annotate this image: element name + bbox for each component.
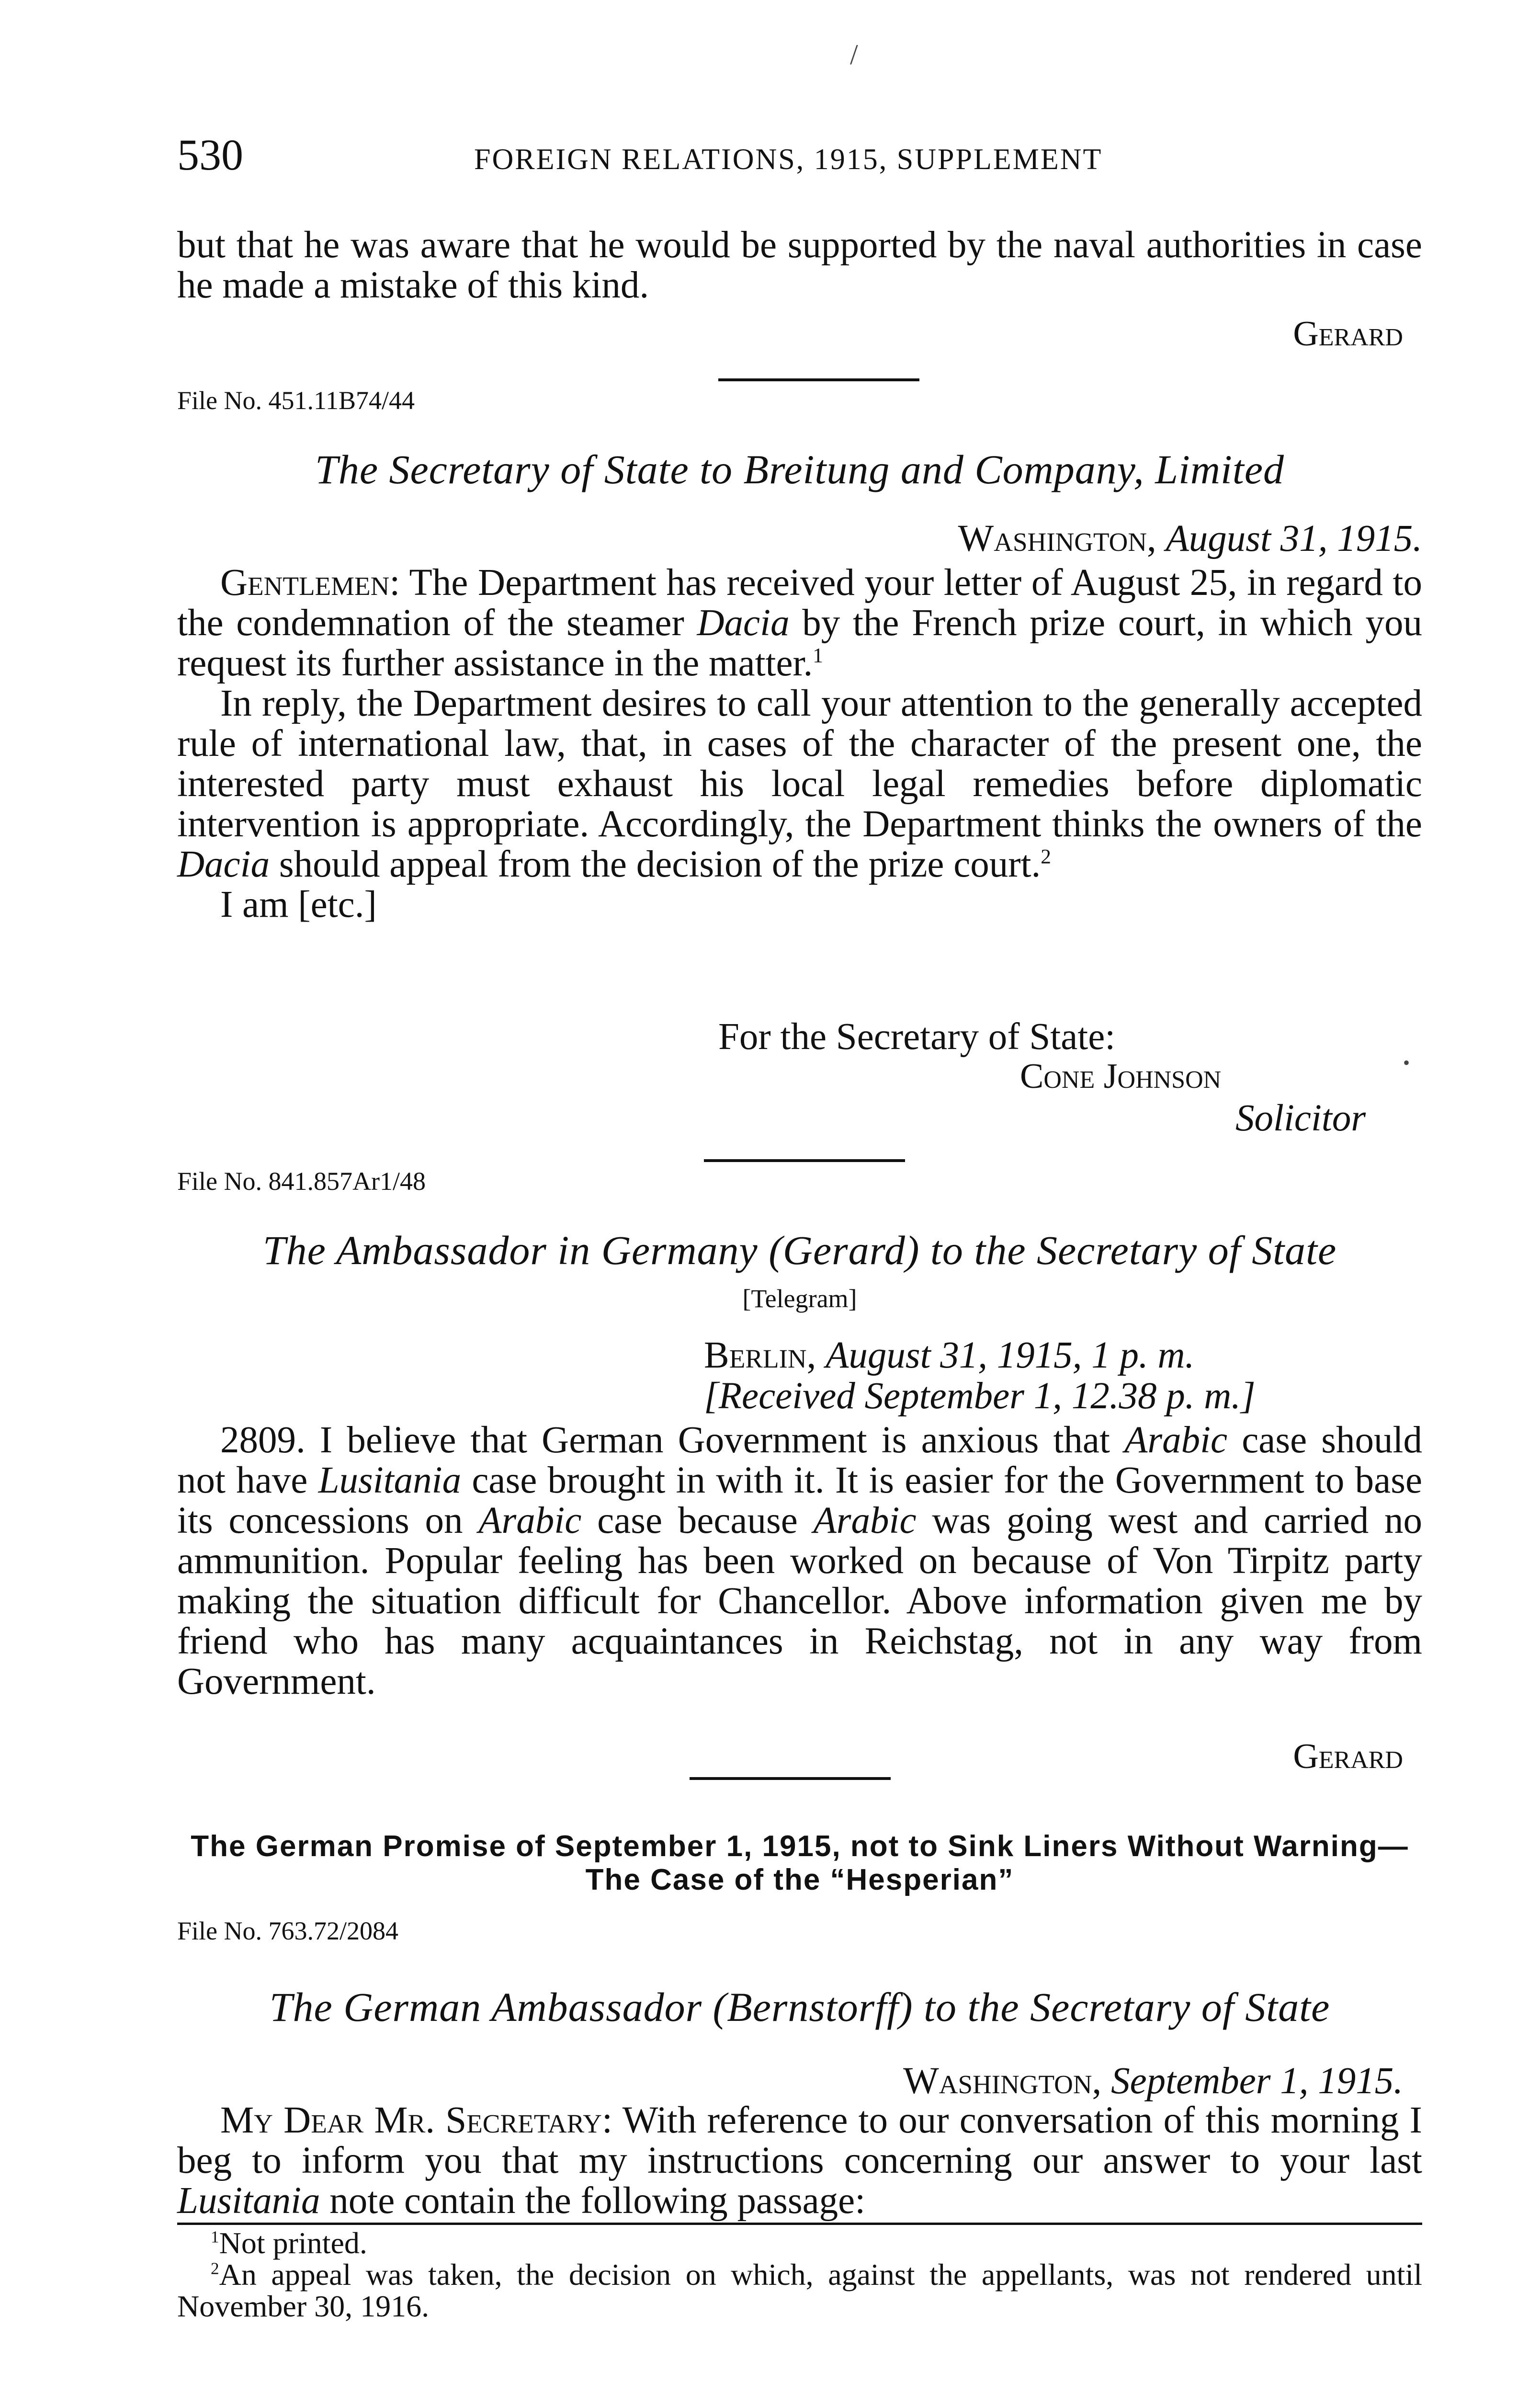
document-title-1: The Secretary of State to Breitung and Company, Limited <box>315 446 1284 492</box>
dateline-1: Washington, August 31, 1915. <box>958 518 1422 559</box>
signature-gerard-1: Gerard <box>1293 314 1403 354</box>
closing-line: I am [etc.] <box>220 884 377 925</box>
paragraph-1: Gentlemen: The Department has received your letter of August 25, in regard to the condemnation of the steamer Dacia by the French prize court, in which you request its further assistance in the matter.$^1$ <box>177 562 1423 684</box>
footnote-2: $^2$An appeal was taken, the decision on which, against the appellants, was not rendered until November 30, 1916. <box>177 2258 1422 2323</box>
paragraph-2: In reply, the Department desires to call your attention to the generally accepted rule of international law, that, in cases of the character of the present one, the interested party must exhaust his local legal remedies before diplomatic intervention is appropriate. Accordingly, the Department thinks the owners of the Dacia should appeal from the decision of the prize court.$^2$ <box>177 683 1422 885</box>
received-line: [Received September 1, 12.38 p. m.] <box>704 1375 1256 1417</box>
separator-rule-3 <box>690 1777 891 1780</box>
telegram-label: [Telegram] <box>742 1284 857 1313</box>
page-header <box>177 129 1441 182</box>
footnote-ref-1: 1 <box>813 644 823 667</box>
separator-rule-2 <box>704 1159 905 1162</box>
for-secretary-line: For the Secretary of State: <box>718 1016 1116 1058</box>
footnote-1: $^1$Not printed. <box>211 2226 367 2260</box>
section-heading: The German Promise of September 1, 1915, not to Sink Liners Without Warning—The Case of the “Hesperian” <box>191 1830 1409 1896</box>
footnotes <box>177 2227 1422 2322</box>
letter-body-2: My Dear Mr. Secretary: With reference to our conversation of this morning I beg to inform you that my instructions concerning our answer to your last Lusitania note contain the following passage: <box>177 2099 1422 2222</box>
letter-body-1 <box>177 563 1422 925</box>
document-title-2: The Ambassador in Germany (Gerard) to the Secretary of State <box>262 1227 1337 1273</box>
file-number-2: File No. 841.857Ar1/48 <box>177 1167 426 1196</box>
signer-name: Cone Johnson <box>1020 1057 1222 1096</box>
stray-mark-top: / <box>850 39 858 70</box>
running-title: FOREIGN RELATIONS, 1915, SUPPLEMENT <box>474 143 1103 176</box>
document-page <box>158 0 1441 2395</box>
continuation-paragraph: but that he was aware that he would be supported by the naval authorities in case he made a mistake of this kind. <box>177 224 1422 306</box>
telegram-body: 2809. I believe that German Government is anxious that Arabic case should not have Lusitania case brought in with it. It is easier for the Government to base its concessions on Arabic case because Arabic was going west and carried no ammunition. Popular feeling has been worked on because of Von Tirpitz party making the situation difficult for Chancellor. Above information given me by friend who has many acquaintances in Reichstag, not in any way from Government. <box>177 1419 1423 1702</box>
document-title-3: The German Ambassador (Bernstorff) to the Secretary of State <box>269 1984 1330 2030</box>
signer-title: Solicitor <box>1235 1097 1366 1139</box>
file-number-1: File No. 451.11B74/44 <box>177 386 415 415</box>
signature-gerard-2: Gerard <box>1293 1737 1403 1776</box>
dateline-2: Berlin, August 31, 1915, 1 p. m. <box>704 1334 1195 1376</box>
page-number: 530 <box>177 130 243 179</box>
footnote-ref-2: 2 <box>1041 845 1052 868</box>
file-number-3: File No. 763.72/2084 <box>177 1916 399 1945</box>
footnote-rule <box>177 2223 1422 2225</box>
separator-rule-1 <box>718 378 919 381</box>
dateline-3: Washington, September 1, 1915. <box>903 2060 1403 2102</box>
stray-dot: • <box>1403 1052 1410 1073</box>
